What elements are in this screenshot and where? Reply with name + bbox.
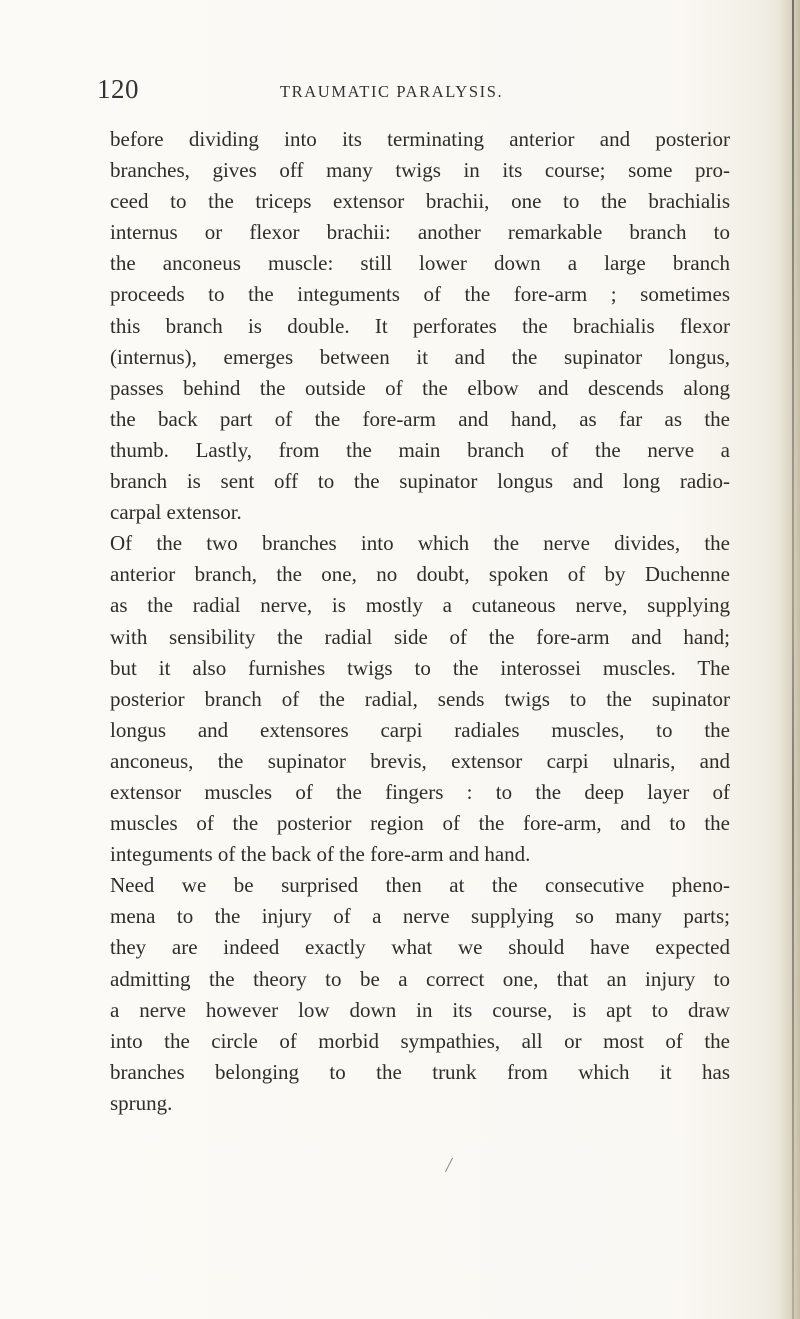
paragraph-2 bbox=[110, 528, 730, 870]
text-line: posterior branch of the radial, sends twigs to the supinator bbox=[110, 686, 730, 711]
text-line: as the radial nerve, is mostly a cutaneous nerve, supplying bbox=[110, 593, 730, 618]
page-edge-shadow bbox=[778, 0, 800, 1319]
text-line: this branch is double. It perforates the brachialis flexor bbox=[110, 313, 730, 338]
text-line: (internus), emerges between it and the supinator longus, bbox=[110, 344, 730, 369]
text-line: branches, gives off many twigs in its course; some pro- bbox=[110, 158, 730, 183]
text-line: extensor muscles of the fingers : to the deep layer of bbox=[110, 779, 730, 804]
text-line: carpal extensor. bbox=[110, 500, 242, 525]
text-line: they are indeed exactly what we should have expected bbox=[110, 935, 730, 960]
text-line: admitting the theory to be a correct one, that an injury to bbox=[110, 966, 730, 991]
page-number: 120 bbox=[97, 74, 139, 104]
text-line: the anconeus muscle: still lower down a large branch bbox=[110, 251, 730, 276]
text-line: but it also furnishes twigs to the interossei muscles. The bbox=[110, 655, 730, 680]
text-line: into the circle of morbid sympathies, all or most of the bbox=[110, 1028, 730, 1053]
text-line: muscles of the posterior region of the fore-arm, and to the bbox=[110, 811, 730, 836]
text-line: anterior branch, the one, no doubt, spoken of by Duchenne bbox=[110, 562, 730, 587]
text-line: thumb. Lastly, from the main branch of the nerve a bbox=[110, 437, 730, 462]
text-line: ceed to the triceps extensor brachii, one to the brachialis bbox=[110, 189, 730, 214]
text-line: proceeds to the integuments of the fore-arm ; sometimes bbox=[110, 282, 730, 307]
paragraph-1 bbox=[110, 124, 730, 528]
text-line: integuments of the back of the fore-arm and hand. bbox=[110, 842, 531, 867]
text-line: branch is sent off to the supinator longus and long radio- bbox=[110, 469, 730, 494]
page-title: TRAUMATIC PARALYSIS. bbox=[280, 82, 504, 101]
text-line: a nerve however low down in its course, is apt to draw bbox=[110, 997, 730, 1022]
text-line: mena to the injury of a nerve supplying so many parts; bbox=[110, 904, 730, 929]
text-line: internus or flexor brachii: another remarkable branch to bbox=[110, 220, 730, 245]
text-line: anconeus, the supinator brevis, extensor carpi ulnaris, and bbox=[110, 748, 730, 773]
text-line: Of the two branches into which the nerve divides, the bbox=[110, 531, 730, 556]
paragraph-3 bbox=[110, 870, 730, 1119]
text-line: Need we be surprised then at the consecutive pheno- bbox=[110, 873, 730, 898]
text-line: the back part of the fore-arm and hand, as far as the bbox=[110, 406, 730, 431]
running-head bbox=[97, 74, 557, 104]
text-line: before dividing into its terminating anterior and posterior bbox=[110, 127, 730, 151]
page-edge-line bbox=[792, 0, 794, 1319]
stray-pencil-mark: / bbox=[444, 1151, 454, 1178]
text-line: longus and extensores carpi radiales muscles, to the bbox=[110, 717, 730, 742]
body-text bbox=[110, 124, 730, 1119]
text-line: sprung. bbox=[110, 1090, 173, 1115]
text-line: passes behind the outside of the elbow and descends along bbox=[110, 375, 730, 400]
text-line: branches belonging to the trunk from which it has bbox=[110, 1059, 730, 1084]
text-line: with sensibility the radial side of the fore-arm and hand; bbox=[110, 624, 730, 649]
